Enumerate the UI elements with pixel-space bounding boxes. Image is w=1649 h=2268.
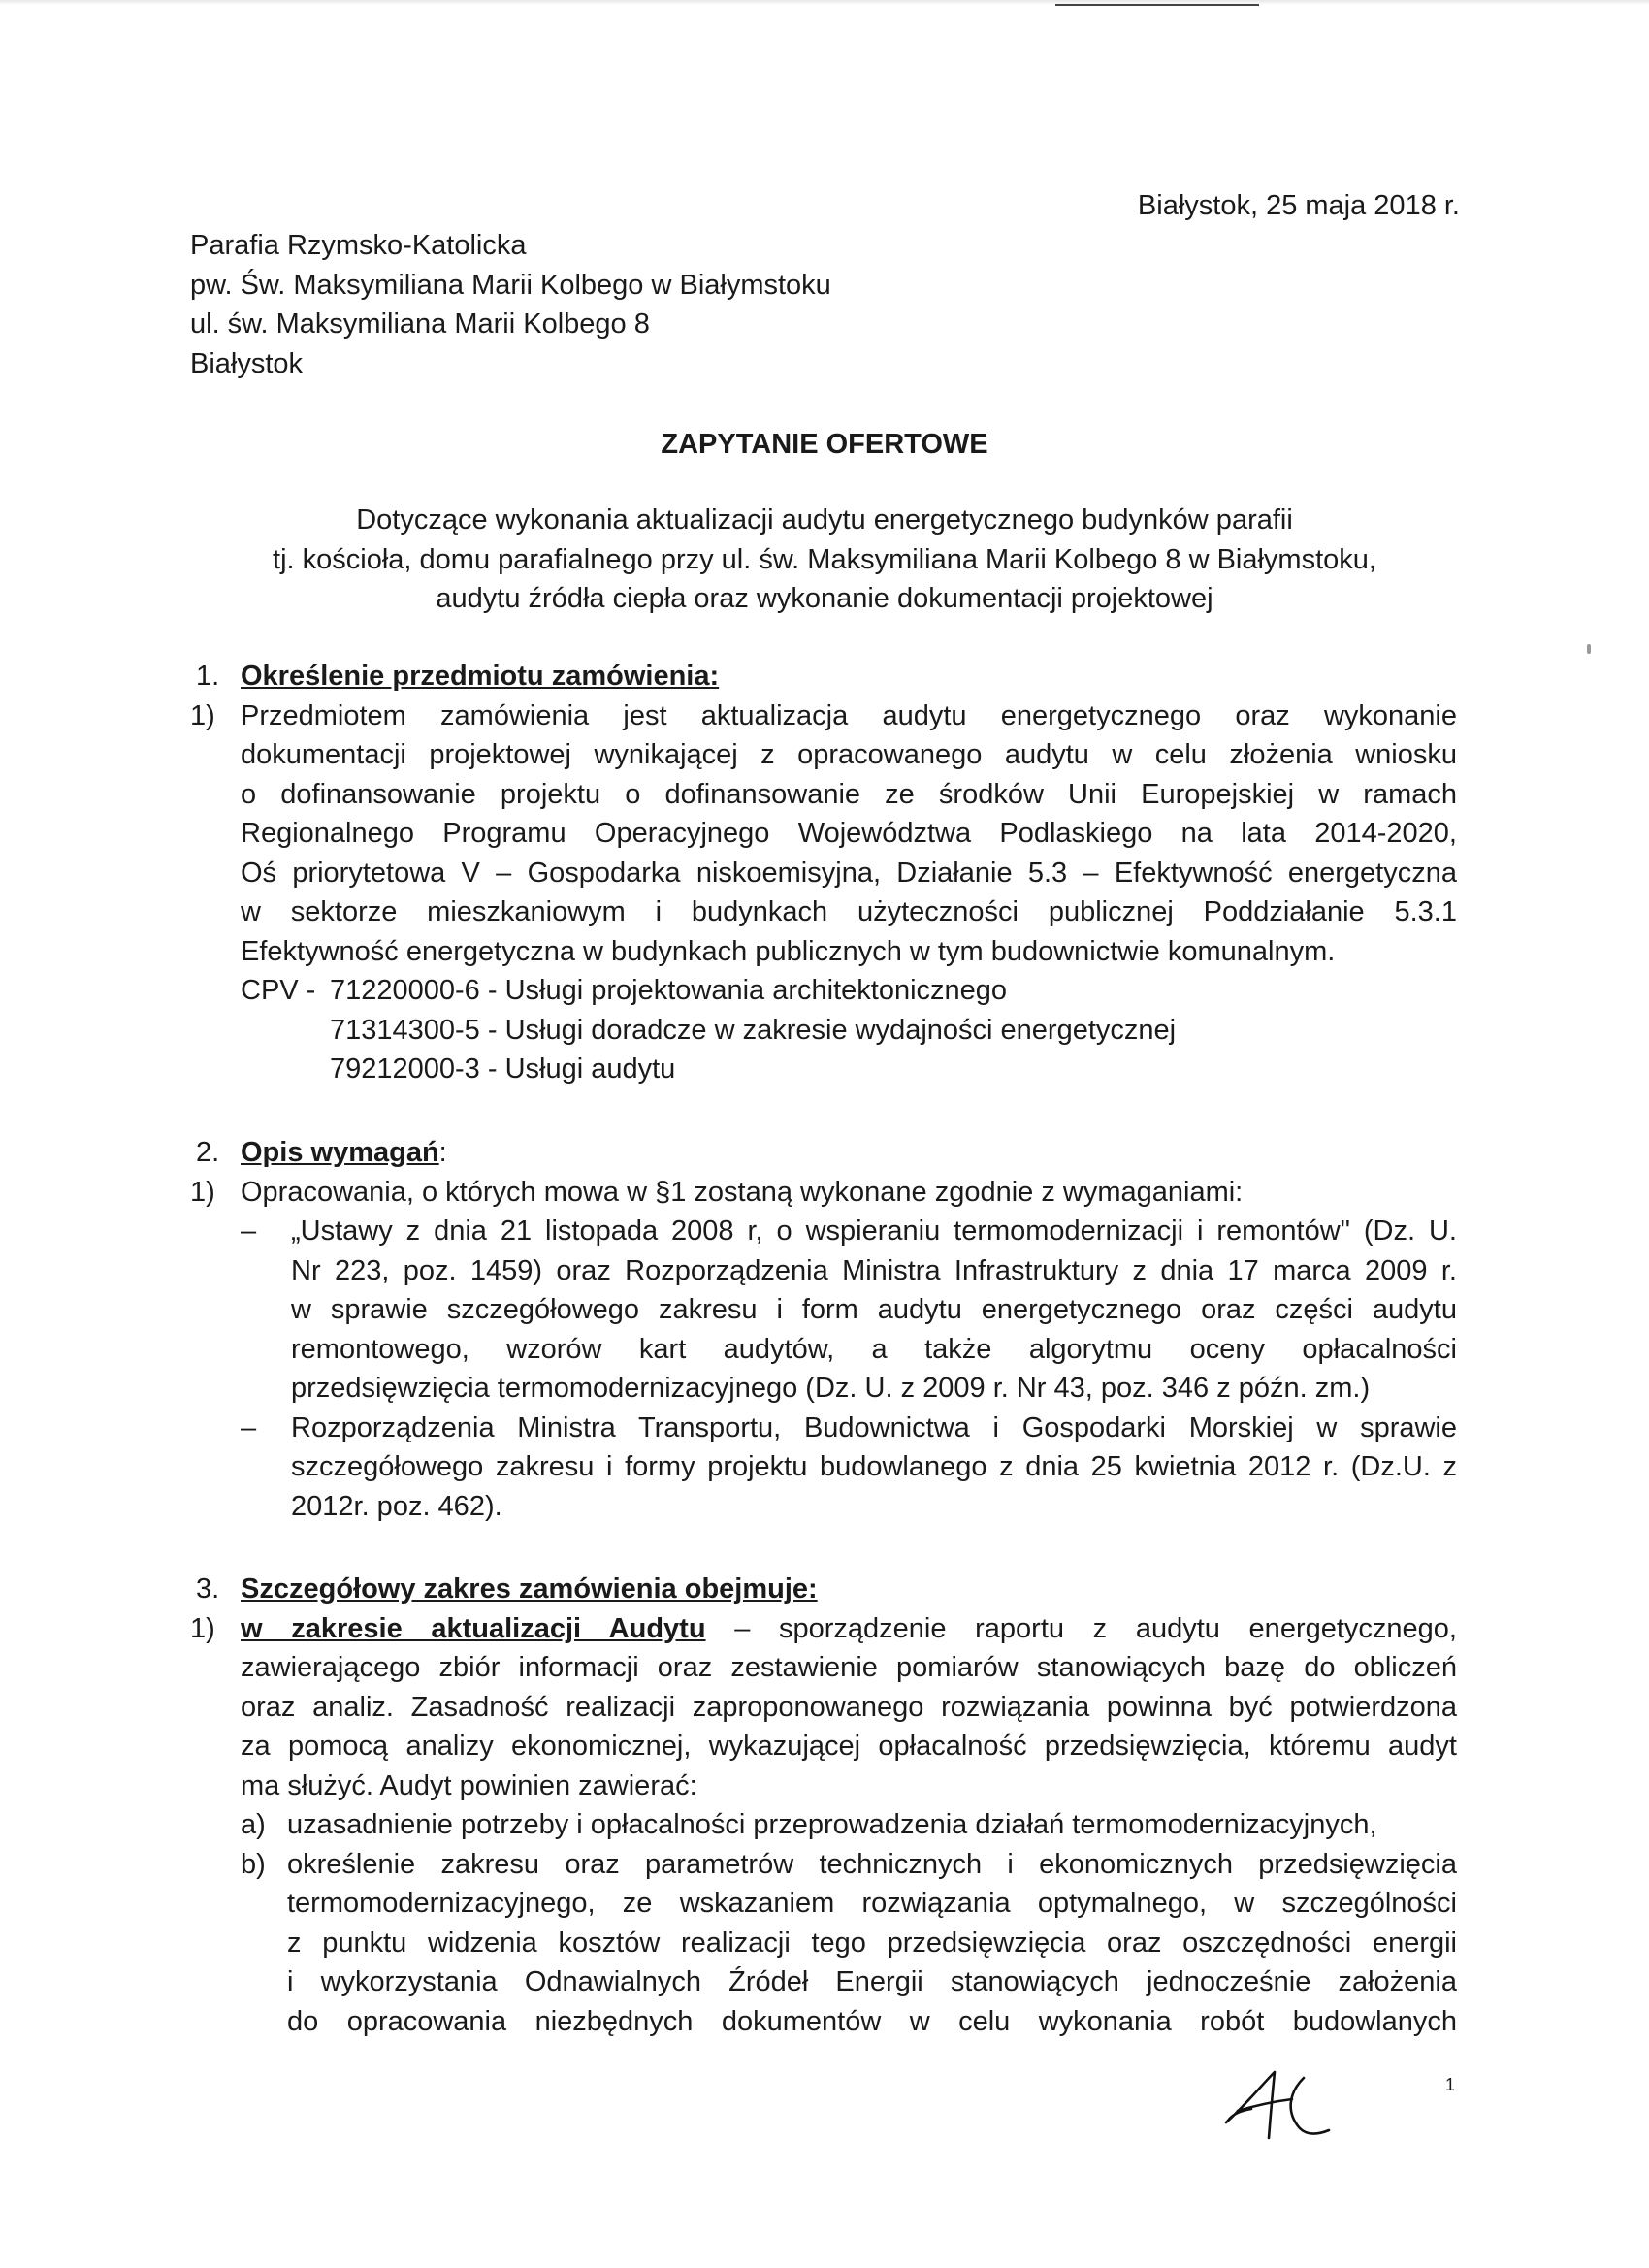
subject-line: tj. kościoła, domu parafialnego przy ul. św. Maksymiliana Marii Kolbego 8 w Białymstoku,: [273, 543, 1376, 575]
dash-list-item: [241, 1212, 1457, 1409]
addressee-line: pw. Św. Maksymiliana Marii Kolbego w Białymstoku: [190, 269, 831, 301]
paragraph-line: oraz analiz. Zasadność realizacji zaproponowanego rozwiązania powinna być potwierdzona: [241, 1691, 1457, 1723]
dash-list-item: [241, 1409, 1457, 1527]
section-1: [190, 657, 1457, 1089]
list-item: [190, 1609, 1457, 1806]
item-letter: b): [241, 1848, 266, 1880]
paragraph-line: Rozporządzenia Ministra Transportu, Budownictwa i Gospodarki Morskiej w sprawie: [291, 1411, 1457, 1443]
section-title: Opis wymagań: [241, 1137, 439, 1168]
paragraph-line: i wykorzystania Odnawialnych Źródeł Energii stanowiących jednocześnie założenia: [287, 1966, 1457, 1997]
cpv-code: 79212000-3 - Usługi audytu: [330, 1053, 676, 1085]
paragraph-line: Nr 223, poz. 1459) oraz Rozporządzenia Ministra Infrastruktury z dnia 17 marca 2009 r.: [291, 1254, 1457, 1286]
cpv-code: 71220000-6 - Usługi projektowania architektonicznego: [330, 975, 1008, 1006]
cpv-code-line: [190, 1050, 1457, 1089]
section-title: Szczegółowy zakres zamówienia obejmuje:: [241, 1573, 818, 1604]
paragraph-line: Regionalnego Programu Operacyjnego Województwa Podlaskiego na lata 2014-2020,: [241, 818, 1457, 849]
paragraph-line: zawierającego zbiór informacji oraz zestawienie pomiarów stanowiących bazę do obliczeń: [241, 1652, 1457, 1683]
subject-line: audytu źródła ciepła oraz wykonanie dokumentacji projektowej: [436, 583, 1213, 614]
cpv-code: 71314300-5 - Usługi doradcze w zakresie wydajności energetycznej: [330, 1014, 1177, 1046]
paragraph-line: szczegółowego zakresu i formy projektu budowlanego z dnia 25 kwietnia 2012 r. (Dz.U. z: [291, 1451, 1457, 1482]
subject-line: Dotyczące wykonania aktualizacji audytu energetycznego budynków parafii: [356, 504, 1293, 535]
item-lead: w zakresie aktualizacji Audytu: [241, 1612, 706, 1644]
paragraph-line: [241, 1609, 1457, 1649]
section-title: Określenie przedmiotu zamówienia:: [241, 661, 720, 692]
paragraph-line: z punktu widzenia kosztów realizacji tego przedsięwzięcia oraz oszczędności energii: [287, 1927, 1457, 1959]
addressee-line: Białystok: [190, 347, 304, 379]
paragraph-line: do opracowania niezbędnych dokumentów w celu wykonania robót budowlanych: [287, 2005, 1457, 2037]
section-number: 1.: [196, 661, 220, 692]
section-heading: [190, 1570, 1457, 1609]
paragraph-line: w sprawie szczegółowego zakresu i form audytu energetycznego oraz części audytu: [291, 1294, 1457, 1325]
section-number: 2.: [196, 1137, 220, 1168]
paragraph-line: Efektywność energetyczna w budynkach publicznych w tym budownictwie komunalnym.: [241, 935, 1336, 967]
section-heading: [190, 1133, 1457, 1173]
item-number: 1): [190, 1612, 215, 1644]
paragraph-line: o dofinansowanie projektu o dofinansowanie ze środków Unii Europejskiej w ramach: [241, 778, 1457, 810]
paragraph-line: przedsięwzięcia termomodernizacyjnego (Dz. U. z 2009 r. Nr 43, poz. 346 z późn. zm.): [291, 1373, 1371, 1404]
paragraph-line: w sektorze mieszkaniowym i budynkach użyteczności publicznej Poddziałanie 5.3.1: [241, 896, 1457, 927]
document-title: ZAPYTANIE OFERTOWE: [661, 429, 988, 460]
letter-list-item: [241, 1845, 1457, 2042]
paragraph-line: 2012r. poz. 462).: [291, 1490, 502, 1522]
paragraph-line: Oś priorytetowa V – Gospodarka niskoemisyjna, Działanie 5.3 – Efektywność energetyczna: [241, 857, 1457, 889]
document-date: Białystok, 25 maja 2018 r.: [1137, 190, 1460, 221]
addressee-line: ul. św. Maksymiliana Marii Kolbego 8: [190, 308, 650, 340]
paragraph-line: termomodernizacyjnego, ze wskazaniem rozwiązania optymalnego, w szczególności: [287, 1888, 1457, 1919]
paragraph-line: Przedmiotem zamówienia jest aktualizacja audytu energetycznego oraz wykonanie: [241, 699, 1457, 731]
section-number: 3.: [196, 1573, 220, 1604]
dash-bullet: –: [241, 1215, 257, 1247]
addressee-line: Parafia Rzymsko-Katolicka: [190, 230, 527, 261]
section-2: [190, 1133, 1457, 1526]
item-lead-rest: – sporządzenie raportu z audytu energetycznego,: [705, 1612, 1457, 1644]
cpv-label: CPV -: [241, 975, 316, 1006]
paragraph-line: remontowego, wzorów kart audytów, a także algorytmu oceny opłacalności: [291, 1333, 1457, 1365]
dash-bullet: –: [241, 1411, 257, 1443]
page-number: 1: [1445, 2075, 1456, 2094]
paragraph-line: „Ustawy z dnia 21 listopada 2008 r, o wspieraniu termomodernizacji i remontów" (Dz. U.: [291, 1215, 1457, 1247]
addressee-block: [190, 226, 831, 383]
section-title-suffix: :: [438, 1137, 447, 1168]
list-item: [190, 1173, 1457, 1213]
cpv-code-line: [190, 971, 1457, 1011]
paragraph-line: dokumentacji projektowej wynikającej z opracowanego audytu w celu złożenia wniosku: [241, 739, 1457, 770]
cpv-code-line: [190, 1011, 1457, 1051]
list-item: [190, 697, 1457, 972]
paragraph-line: Opracowania, o których mowa w §1 zostaną wykonane zgodnie z wymaganiami:: [241, 1176, 1244, 1208]
section-3: [190, 1570, 1457, 2041]
section-heading: [190, 657, 1457, 697]
paragraph-line: uzasadnienie potrzeby i opłacalności przeprowadzenia działań termomodernizacyjnych,: [287, 1809, 1377, 1840]
handwritten-signature: [1218, 2066, 1335, 2144]
paragraph-line: określenie zakresu oraz parametrów technicznych i ekonomicznych przedsięwzięcia: [287, 1848, 1457, 1880]
letter-list-item: [241, 1805, 1457, 1845]
item-number: 1): [190, 1176, 215, 1208]
subject-block: [0, 501, 1649, 619]
paragraph-line: za pomocą analizy ekonomicznej, wykazującej opłacalność przedsięwzięcia, któremu audyt: [241, 1731, 1457, 1762]
item-number: 1): [190, 699, 215, 731]
paragraph-line: ma służyć. Audyt powinien zawierać:: [241, 1769, 697, 1801]
item-letter: a): [241, 1809, 266, 1840]
